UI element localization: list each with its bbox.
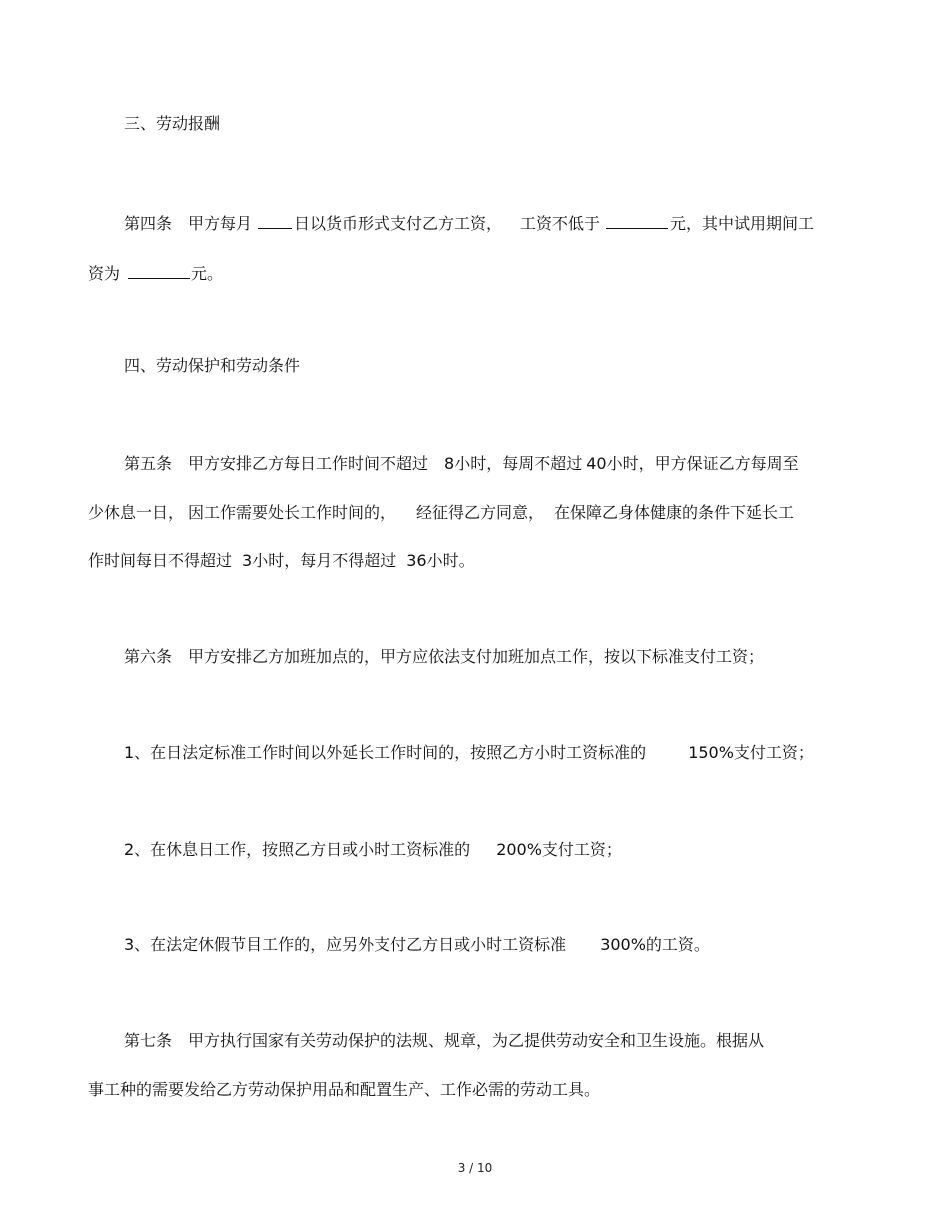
probation-wage-blank[interactable] [128,262,190,279]
article-7-line-2: 事工种的需要发给乙方劳动保护用品和配置生产、工作必需的劳动工具。 [88,1080,601,1099]
payday-blank[interactable] [258,212,292,229]
section-heading-labor-protection: 四、劳动保护和劳动条件 [124,356,301,375]
article-6-item-1: 1、在日法定标准工作时间以外延长工作时间的，按照乙方小时工资标准的 150%支付工资； [124,743,814,762]
article-6-item-2: 2、在休息日工作，按照乙方日或小时工资标准的 200%支付工资； [124,840,622,859]
article-5-line-1: 第五条 甲方安排乙方每日工作时间不超过 8小时，每周不超过 40小时，甲方保证乙方每周至 [124,454,799,473]
section-heading-labor-remuneration: 三、劳动报酬 [124,114,221,133]
article-6: 第六条 甲方安排乙方加班加点的，甲方应依法支付加班加点工作，按以下标准支付工资； [124,647,765,666]
article-7-line-1: 第七条 甲方执行国家有关劳动保护的法规、规章，为乙提供劳动安全和卫生设施。根据从 [124,1031,765,1050]
article-4-line-1: 第四条 甲方每月 日以货币形式支付乙方工资， 工资不低于 元，其中试用期间工 [124,214,815,233]
page-number: 3 / 10 [457,1161,493,1175]
min-wage-blank[interactable] [606,212,668,229]
article-6-item-3: 3、在法定休假节目工作的，应另外支付乙方日或小时工资标准 300%的工资。 [124,935,710,954]
article-5-line-2: 少休息一日， 因工作需要处长工作时间的， 经征得乙方同意， 在保障乙身体健康的条件下延长工 [88,503,795,522]
article-4-line-2: 资为 元。 [88,264,224,283]
article-5-line-3: 作时间每日不得超过 3小时，每月不得超过 36小时。 [88,551,475,570]
